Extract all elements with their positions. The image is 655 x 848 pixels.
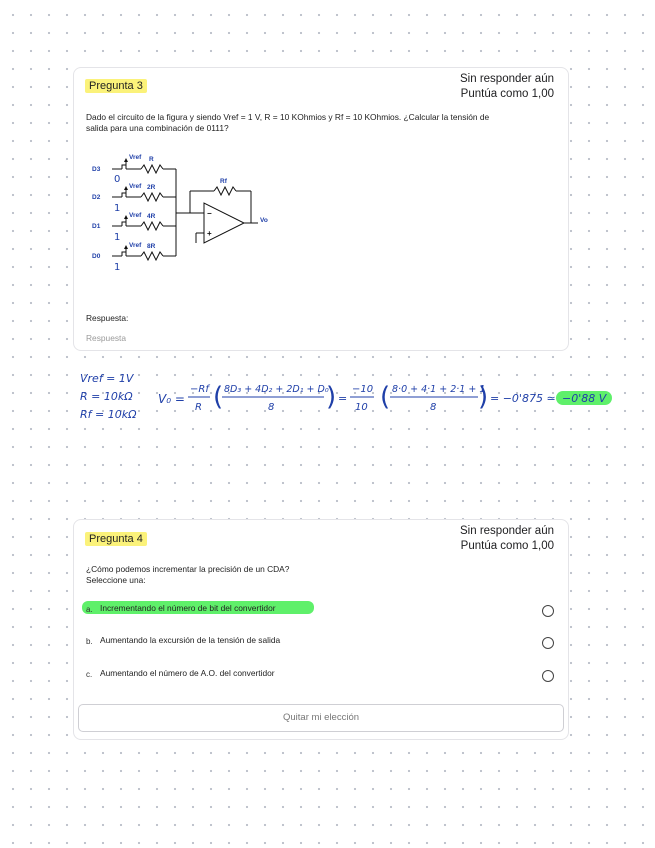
option-c-text: Aumentando el número de A.O. del convertidor bbox=[100, 668, 275, 678]
option-b-text: Aumentando la excursión de la tensión de salida bbox=[100, 635, 281, 645]
dac-circuit-diagram bbox=[86, 151, 286, 276]
note-frac1-den: R bbox=[195, 402, 202, 413]
option-a-letter: a. bbox=[86, 605, 93, 614]
clear-choice-button[interactable]: Quitar mi elección bbox=[78, 704, 564, 732]
note-paren-open-2: ( bbox=[380, 382, 391, 412]
option-c-radio[interactable] bbox=[542, 670, 554, 682]
question-4-status bbox=[460, 524, 554, 554]
note-highlight-result: −0'88 V bbox=[562, 392, 607, 405]
option-a[interactable] bbox=[84, 602, 554, 620]
question-4-card bbox=[73, 519, 569, 740]
circuit-op-plus: + bbox=[207, 229, 212, 238]
circuit-bit-d2: 1 bbox=[114, 203, 121, 214]
circuit-resistor-r: R bbox=[149, 156, 154, 163]
question-4-status-text: Sin responder aún bbox=[460, 525, 554, 537]
circuit-input-d3: D3 bbox=[92, 166, 101, 173]
circuit-input-d0: D0 bbox=[92, 253, 101, 260]
circuit-vref-d1: Vref bbox=[129, 212, 142, 219]
question-4-points: Puntúa como 1,00 bbox=[460, 540, 554, 552]
option-b-radio[interactable] bbox=[542, 637, 554, 649]
note-given-r: R = 10kΩ bbox=[80, 390, 133, 403]
question-3-text-line1: Dado el circuito de la figura y siendo Vref = 1 V, R = 10 KOhmios y Rf = 10 KOhmios. ¿Calcular la tensión de bbox=[86, 112, 490, 122]
question-3-text-line2: salida para una combinación de 0111? bbox=[86, 123, 229, 133]
circuit-resistor-2r: 2R bbox=[147, 184, 156, 191]
question-3-points: Puntúa como 1,00 bbox=[460, 88, 554, 100]
circuit-output-vo: Vo bbox=[260, 217, 268, 224]
question-3-title: Pregunta 3 bbox=[85, 79, 147, 93]
answer-label: Respuesta: bbox=[86, 313, 129, 323]
option-c-letter: c. bbox=[86, 670, 93, 679]
note-given-vref: Vref = 1V bbox=[80, 372, 134, 385]
note-given-rf: Rf = 10kΩ bbox=[80, 408, 137, 421]
note-paren-close-1: ) bbox=[326, 382, 337, 412]
note-equals-1: = bbox=[338, 392, 348, 405]
note-frac2-den: 8 bbox=[268, 402, 275, 413]
note-vo: V₀ = bbox=[158, 392, 185, 406]
circuit-op-minus: − bbox=[207, 209, 212, 218]
question-3-text bbox=[86, 112, 489, 134]
note-frac2-num: 8D₃ + 4D₂ + 2D₁ + D₀ bbox=[224, 384, 329, 395]
circuit-vref-d0: Vref bbox=[129, 242, 142, 249]
note-frac4-num: 8·0 + 4·1 + 2·1 + 1 bbox=[392, 384, 486, 395]
note-result: = −0'875 ≃ bbox=[490, 392, 556, 405]
note-frac4-den: 8 bbox=[430, 402, 437, 413]
option-b-letter: b. bbox=[86, 637, 93, 646]
circuit-input-d1: D1 bbox=[92, 223, 101, 230]
option-c[interactable] bbox=[84, 666, 554, 684]
circuit-bit-d0: 1 bbox=[114, 262, 121, 273]
note-frac3-num: −10 bbox=[352, 384, 374, 395]
circuit-resistor-4r: 4R bbox=[147, 213, 156, 220]
answer-input[interactable]: Respuesta bbox=[86, 333, 127, 343]
question-4-text-line2: Seleccione una: bbox=[86, 575, 146, 585]
circuit-vref-d3: Vref bbox=[129, 154, 142, 161]
question-4-text bbox=[86, 564, 289, 586]
circuit-bit-d3: 0 bbox=[114, 174, 121, 185]
question-3-status bbox=[460, 72, 554, 102]
question-3-status-text: Sin responder aún bbox=[460, 73, 554, 85]
circuit-feedback-rf: Rf bbox=[220, 178, 227, 185]
option-b[interactable] bbox=[84, 633, 554, 651]
handwritten-solution bbox=[0, 360, 655, 430]
circuit-input-d2: D2 bbox=[92, 194, 101, 201]
option-a-text: Incrementando el número de bit del convertidor bbox=[100, 603, 276, 613]
option-a-radio[interactable] bbox=[542, 605, 554, 617]
circuit-vref-d2: Vref bbox=[129, 183, 142, 190]
circuit-bit-d1: 1 bbox=[114, 232, 121, 243]
note-paren-open-1: ( bbox=[213, 382, 224, 412]
question-4-title: Pregunta 4 bbox=[85, 532, 147, 546]
question-4-text-line1: ¿Cómo podemos incrementar la precisión de un CDA? bbox=[86, 564, 290, 574]
note-paren-close-2: ) bbox=[478, 382, 489, 412]
note-frac3-den: 10 bbox=[355, 402, 368, 413]
circuit-resistor-8r: 8R bbox=[147, 243, 156, 250]
question-3-card bbox=[73, 67, 569, 351]
note-frac1-num: −Rf bbox=[190, 384, 209, 395]
